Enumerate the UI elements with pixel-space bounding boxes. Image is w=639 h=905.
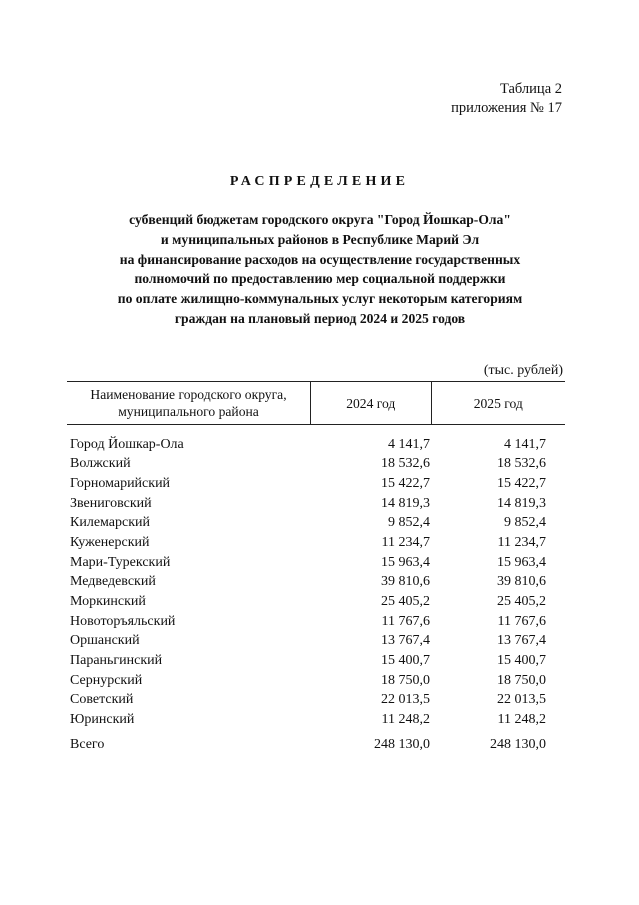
units-note: (тыс. рублей) [483, 363, 563, 378]
value-2025: 18 532,6 [497, 456, 546, 472]
header-district-name: Наименование городского округа, муниципального района [67, 382, 311, 424]
table-row [67, 494, 565, 514]
value-2024: 18 750,0 [381, 672, 430, 688]
value-2025: 15 400,7 [497, 652, 546, 668]
district-name: Медведевский [70, 574, 156, 590]
value-2024: 11 248,2 [381, 711, 430, 727]
district-name: Горномарийский [70, 476, 171, 492]
subtitle-line: по оплате жилищно-коммунальных услуг некоторым категориям [117, 291, 523, 307]
value-2024: 11 767,6 [381, 613, 430, 629]
value-2025: 15 963,4 [497, 554, 546, 570]
subtitle-line: субвенций бюджетам городского округа "Город Йошкар-Ола" [129, 212, 511, 227]
value-2024: 13 767,4 [381, 633, 430, 649]
value-2024: 15 963,4 [381, 554, 430, 570]
table-row [67, 592, 565, 612]
total-label: Всего [70, 737, 105, 753]
value-2024: 39 810,6 [381, 574, 430, 590]
value-2024: 15 422,7 [381, 476, 430, 492]
table-row [67, 710, 565, 730]
header-year-2025: 2025 год [473, 395, 523, 411]
district-name: Юринский [70, 711, 135, 727]
district-name: Оршанский [70, 633, 140, 649]
district-name: Параньгинский [70, 652, 163, 668]
value-2024: 11 234,7 [381, 535, 430, 551]
district-name: Сернурский [70, 672, 143, 688]
value-2024: 9 852,4 [388, 515, 430, 531]
value-2025: 11 767,6 [497, 613, 546, 629]
table-total-row [67, 736, 565, 756]
table-body [67, 435, 565, 755]
value-2025: 39 810,6 [497, 574, 546, 590]
district-name: Волжский [70, 456, 131, 472]
district-name: Мари-Турекский [70, 554, 171, 570]
value-2025: 22 013,5 [497, 692, 546, 708]
value-2024: 14 819,3 [381, 495, 430, 511]
table-row [67, 553, 565, 573]
table-row [67, 474, 565, 494]
subtitle-line: на финансирование расходов на осуществление государственных [119, 251, 521, 267]
district-name: Город Йошкар-Ола [70, 436, 184, 452]
subtitle-line: граждан на плановый период 2024 и 2025 годов [174, 310, 466, 326]
value-2025: 13 767,4 [497, 633, 546, 649]
total-2024: 248 130,0 [374, 737, 430, 753]
table-row [67, 612, 565, 632]
table-row [67, 514, 565, 534]
document-heading: РАСПРЕДЕЛЕНИЕ [229, 174, 410, 189]
value-2025: 15 422,7 [497, 476, 546, 492]
total-2025: 248 130,0 [490, 737, 546, 753]
appendix-number: приложения № 17 [451, 100, 562, 116]
district-name: Советский [70, 692, 134, 708]
value-2025: 4 141,7 [504, 436, 546, 452]
value-2025: 9 852,4 [504, 515, 546, 531]
district-name: Килемарский [70, 515, 151, 531]
table-row [67, 690, 565, 710]
table-number: Таблица 2 [499, 81, 562, 97]
table-row [67, 572, 565, 592]
value-2024: 4 141,7 [388, 436, 430, 452]
value-2024: 18 532,6 [381, 456, 430, 472]
value-2025: 11 234,7 [497, 535, 546, 551]
distribution-table [67, 381, 565, 755]
table-row [67, 651, 565, 671]
value-2024: 22 013,5 [381, 692, 430, 708]
document-subtitle [60, 210, 580, 329]
district-name: Новоторъяльский [70, 613, 176, 629]
value-2025: 11 248,2 [497, 711, 546, 727]
value-2025: 14 819,3 [497, 495, 546, 511]
subtitle-line: полномочий по предоставлению мер социальной поддержки [134, 271, 506, 287]
table-row [67, 671, 565, 691]
district-name: Моркинский [70, 593, 146, 609]
district-name: Звениговский [70, 495, 152, 511]
value-2025: 18 750,0 [497, 672, 546, 688]
table-header [67, 381, 565, 425]
header-year-2024: 2024 год [311, 382, 432, 424]
table-row [67, 533, 565, 553]
district-name: Куженерский [70, 535, 150, 551]
value-2024: 25 405,2 [381, 593, 430, 609]
table-row [67, 455, 565, 475]
table-reference [451, 80, 562, 118]
table-row [67, 435, 565, 455]
value-2025: 25 405,2 [497, 593, 546, 609]
subtitle-line: и муниципальных районов в Республике Марий Эл [160, 231, 480, 247]
table-row [67, 631, 565, 651]
value-2024: 15 400,7 [381, 652, 430, 668]
